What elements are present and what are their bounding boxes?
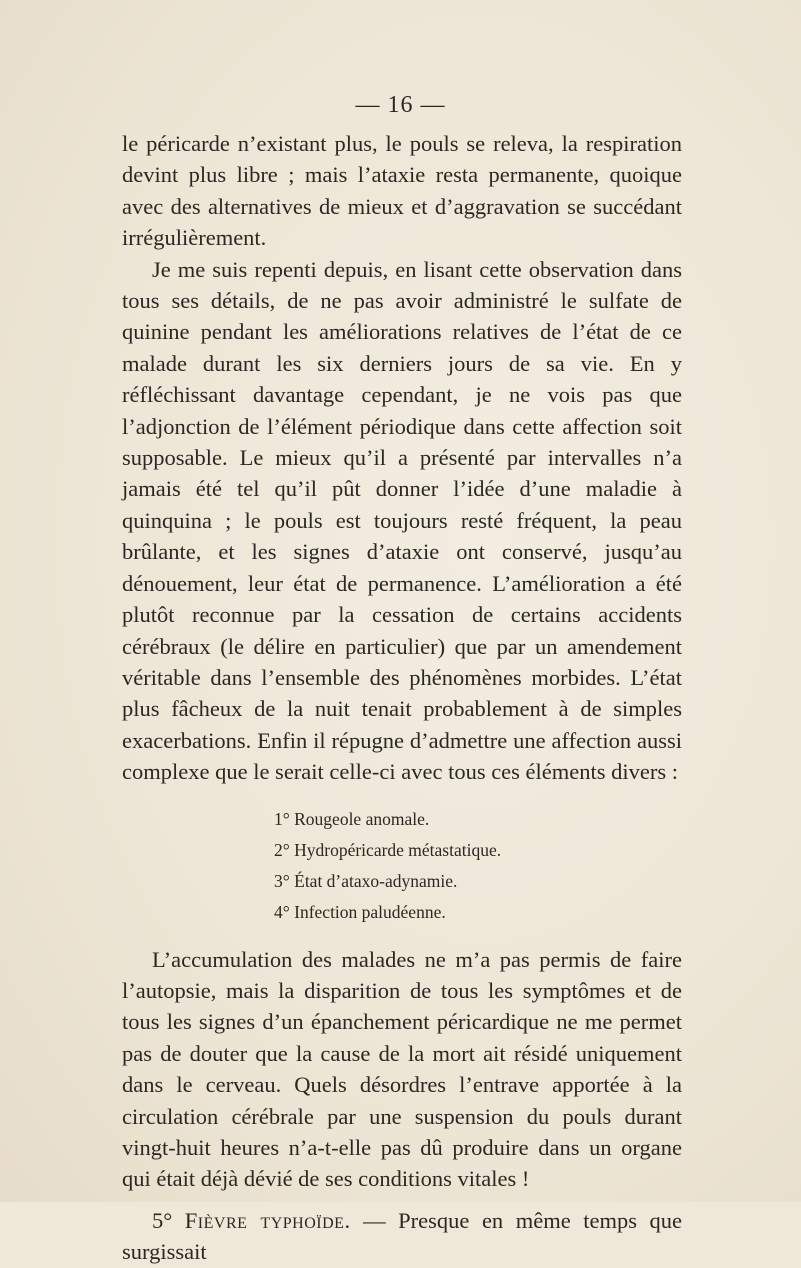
paragraph-1: le péricarde n’existant plus, le pouls se releva, la respiration devint plus libre ; mais l’ataxie resta permanente, quoique avec des alternatives de mieux et d’aggravation se succédant irrégulièrement. xyxy=(122,131,682,251)
section-heading: Fièvre typhoïde. xyxy=(184,1207,351,1233)
paragraph-2: Je me suis repenti depuis, en lisant cette observation dans tous ses détails, de ne pas avoir administré le sulfate de quinine pendant les améliorations relatives de l’état de ce malade durant les six derniers jours de sa vie. En y réfléchissant davantage cependant, je ne vois pas que l’adjonction de l’élément périodique dans cette affection soit supposable. Le mieux qu’il a présenté par intervalles n’a jamais été tel qu’il pût donner l’idée d’une maladie à quinquina ; le pouls est toujours resté fréquent, la peau brûlante, et les signes d’ataxie ont conservé, jusqu’au dénouement, leur état de permanence. L’amélioration a été plutôt reconnue par la cessation de certains accidents cérébraux (le délire en particulier) que par un amendement véritable dans l’ensemble des phénomènes morbides. L’état plus fâcheux de la nuit tenait probablement à de simples exacerbations. Enfin il répugne d’admettre une affection aussi complexe que le serait celle-ci avec tous ces éléments divers : xyxy=(122,256,682,785)
list-item: 2° Hydropéricarde métastatique. xyxy=(274,839,502,860)
list-item: 4° Infection paludéenne. xyxy=(274,901,446,922)
section-number: 5° xyxy=(152,1207,173,1233)
section-start xyxy=(122,1205,682,1268)
section-text: — Presque en même temps que surgissait xyxy=(122,1207,683,1265)
page-number: — 16 — xyxy=(355,92,446,118)
list-item: 3° État d’ataxo-adynamie. xyxy=(274,870,458,891)
diagnosis-list xyxy=(274,804,682,928)
list-item: 1° Rougeole anomale. xyxy=(274,808,430,829)
paragraph-3: L’accumulation des malades ne m’a pas permis de faire l’autopsie, mais la disparition de tous les symptômes et de tous les signes d’un épanchement péricardique ne me permet pas de douter que la cause de la mort ait résidé uniquement dans le cerveau. Quels désordres l’entrave apportée à la circulation cérébrale par une suspension du pouls durant vingt-huit heures n’a-t-elle pas dû produire dans un organe qui était déjà dévié de ses conditions vitales ! xyxy=(122,946,682,1192)
body-text xyxy=(122,128,682,1268)
